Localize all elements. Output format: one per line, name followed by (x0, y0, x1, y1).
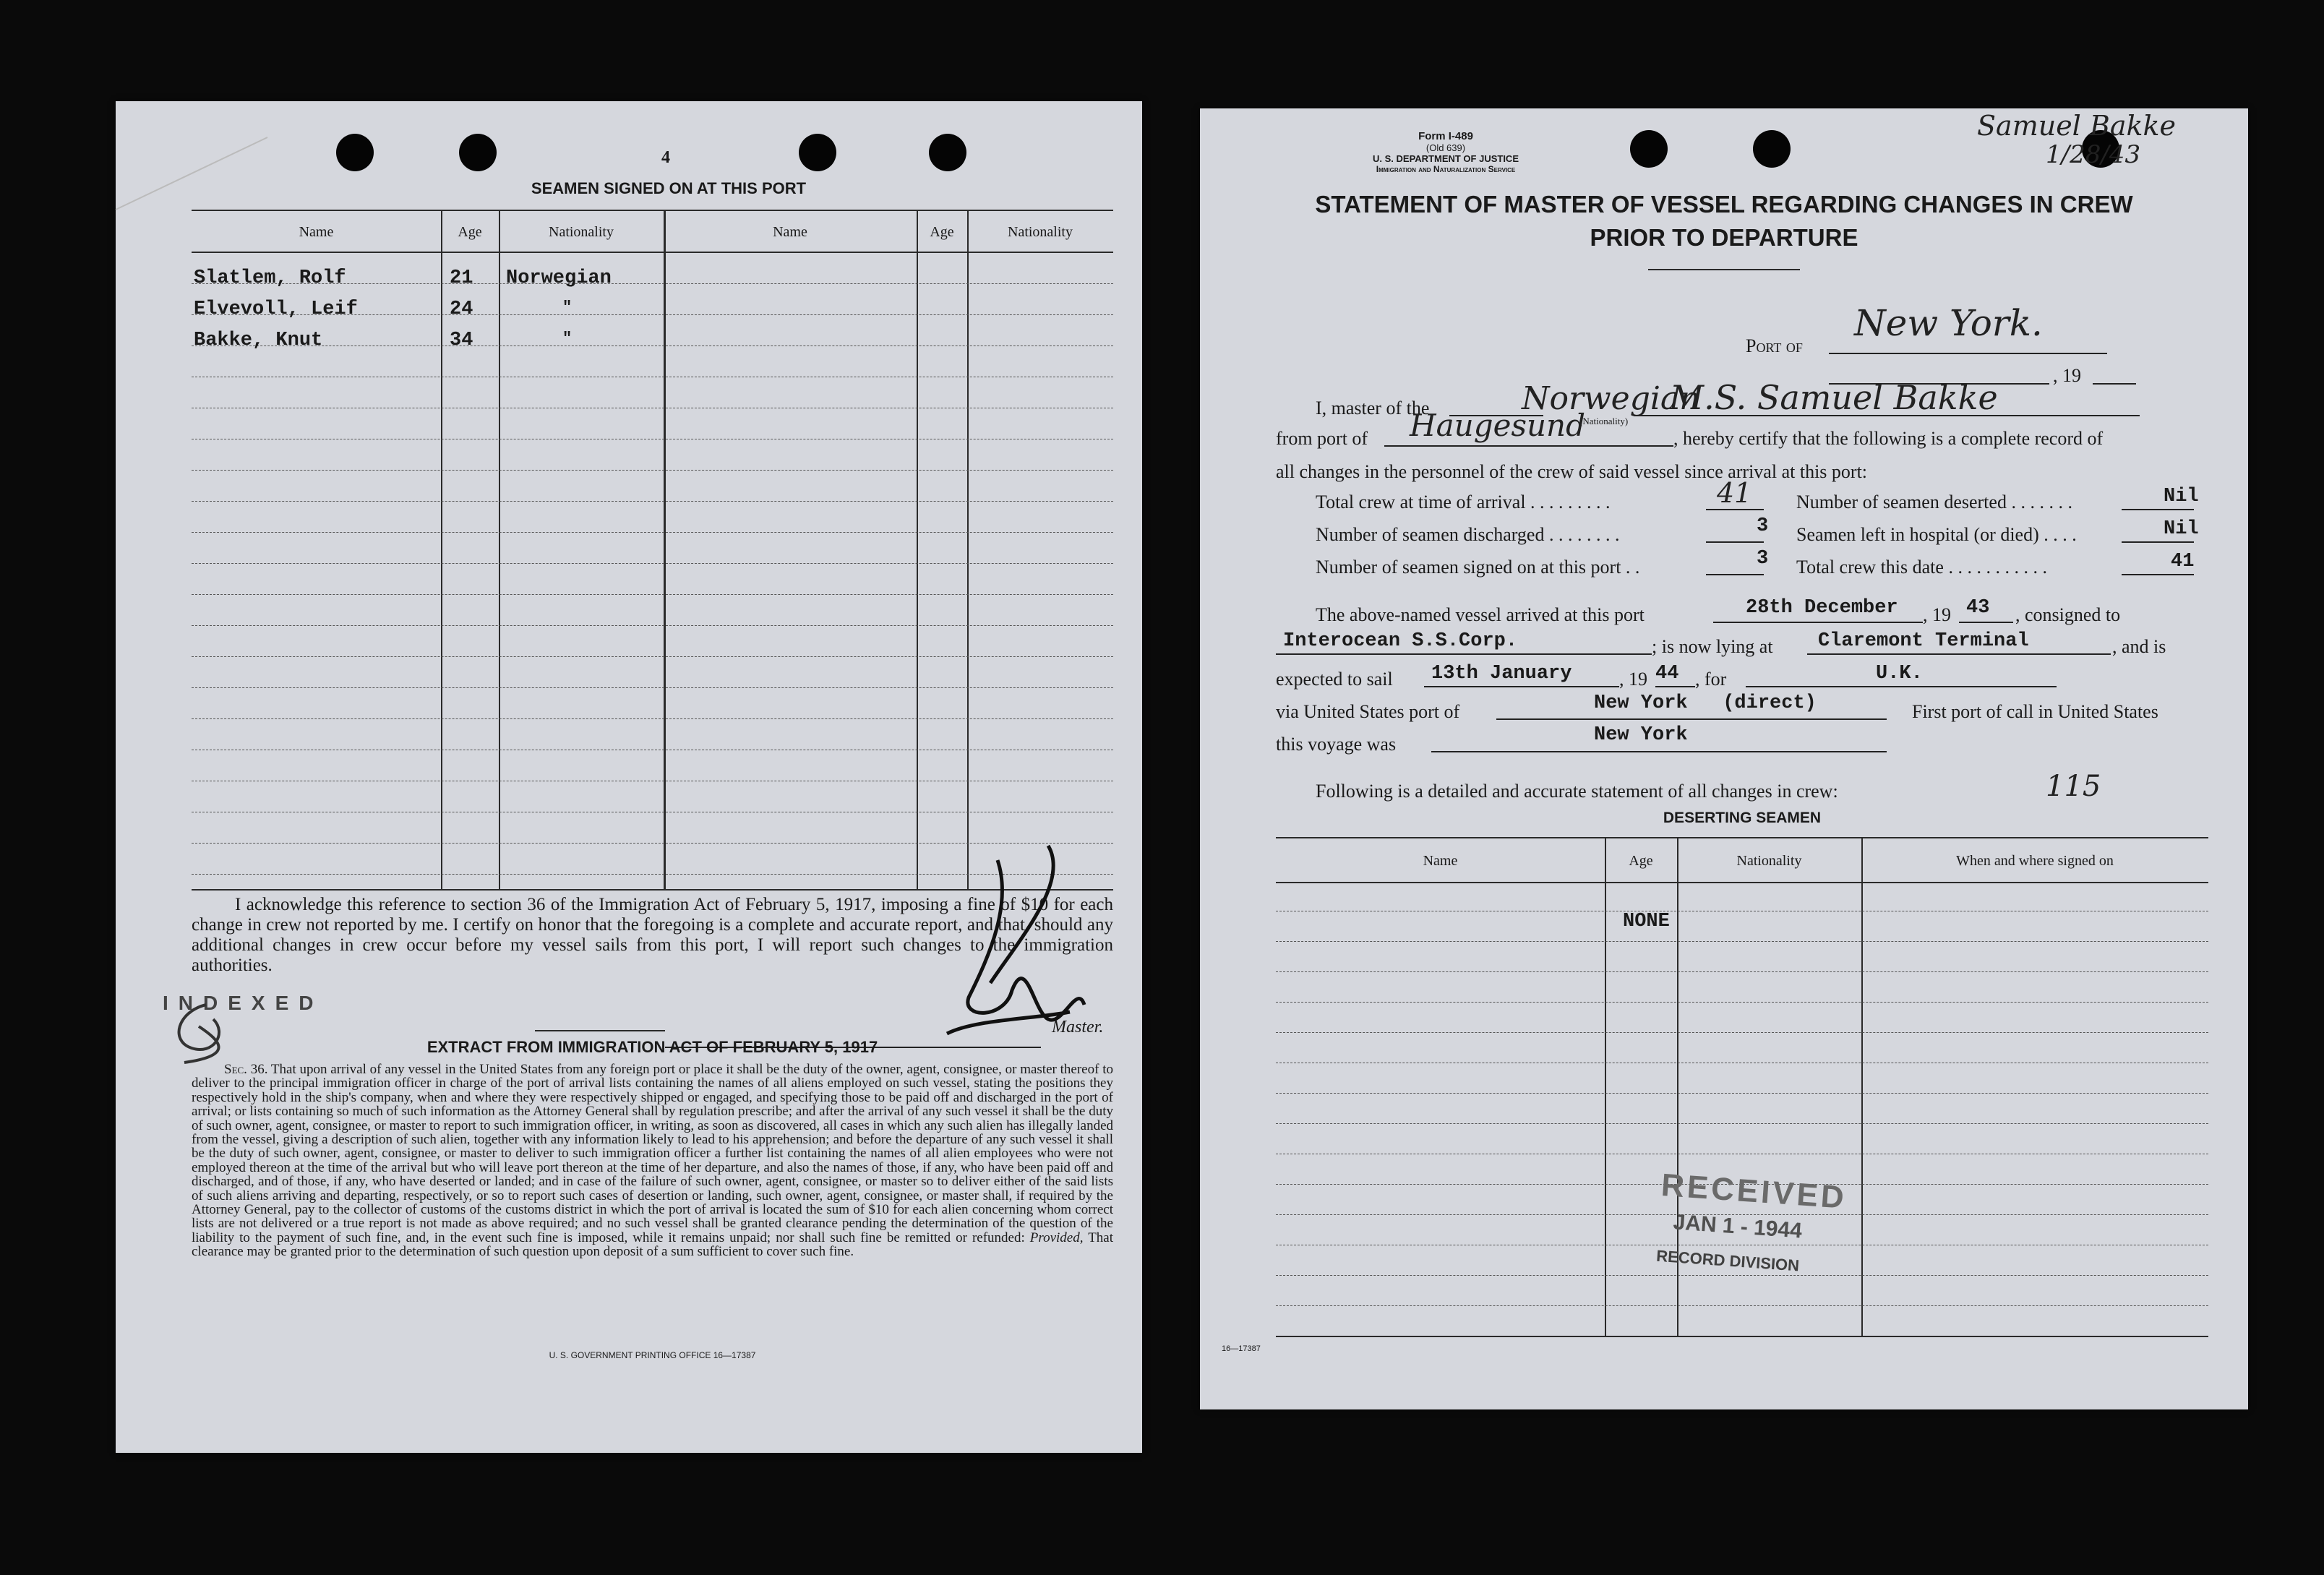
punch-hole (336, 134, 374, 171)
master-label: Master. (1052, 1018, 1104, 1037)
deserting-header-signed-on: When and where signed on (1956, 853, 2114, 869)
header-age: Age (458, 224, 482, 240)
table-rule (1276, 1002, 2208, 1003)
and-is-label: , and is (2112, 636, 2166, 657)
sail-date: 13th January (1431, 663, 1572, 684)
deserting-header-age: Age (1629, 853, 1653, 869)
table-rule (1276, 1275, 2208, 1276)
arrived-year: 43 (1966, 597, 1990, 619)
corner-handwritten-name: Samuel Bakke (1977, 110, 2177, 142)
stat-signed-on-value: 3 (1757, 548, 1769, 570)
header-name: Name (299, 224, 334, 240)
table-rule (192, 470, 1113, 471)
form-header (1279, 130, 1612, 174)
table-rule (1276, 1093, 2208, 1094)
consigned-label: , consigned to (2015, 604, 2121, 625)
received-stamp-division: RECORD DIVISION (1655, 1246, 1800, 1275)
extract-title: EXTRACT FROM IMMIGRATION ACT OF FEBRUARY 5, 1917 (426, 1038, 878, 1056)
table-row-name: Elvevoll, Leif (194, 299, 358, 320)
stat-discharged-label: Number of seamen discharged . . . . . . . . (1316, 524, 1620, 545)
table-rule (192, 656, 1113, 657)
sail-year-prefix: , 19 (1619, 669, 1647, 690)
certify-text: , hereby certify that the following is a complete record of (1673, 428, 2104, 449)
punch-hole (1630, 130, 1668, 168)
arrived-label: The above-named vessel arrived at this port (1316, 604, 1645, 625)
extract-body-1: That upon arrival of any vessel in the United States from any foreign port or place it shall be the duty of the owner, agent, consignee, or master thereof to deliver to the principal immigration officer in charge of the port of arrival lists containing the names of all aliens employed on such vessel, stating the positions they respectively hold in the ship's company, when and where they were respectively shipped or engaged, and specifying those to be paid off and discharged in the port of arrival; or lists containing so much of such information as the Attorney General shall by regulation prescribe; and after the arrival of any such vessel it shall be the duty of such owner, agent, consignee, or master to report to such immigration officer, in writing, as soon as discovered, all cases in which any such alien has illegally landed from the vessel, giving a description of such alien, together with any information likely to lead to his apprehension; and before the departure of any such vessel it shall be the duty of such owner, agent, consignee, or master to deliver to such immigration officer a further list containing the names of all alien employees who were not employed thereon at the time of the arrival but who will leave port thereon at the time of her departure, and also the names of those, if any, who have been paid off and discharged, and of those, if any, who have deserted or landed; and in case of the failure of such owner, agent, consignee, or master so to deliver either of the said lists of such aliens arriving and departing, respectively, or so to report such cases of desertion or landing, such owner, agent, consignee, or master shall, if required by the Attorney General, pay to the collector of customs of the customs district in which the port of arrival is located the sum of $10 for each alien concerning whom correct lists are not delivered or a true report is not made as above required; and no such vessel shall be granted clearance pending the determination of the question of the liability to the payment of such fine, and, in the event such fine is imposed, while it remains unpaid; nor shall such fine be remitted or refunded: (192, 1062, 1113, 1245)
header-age-2: Age (930, 224, 954, 240)
header-nationality-2: Nationality (1008, 224, 1073, 240)
table-rule (192, 687, 1113, 688)
printing-office: U. S. GOVERNMENT PRINTING OFFICE 16—17387 (549, 1350, 756, 1360)
deserting-none: NONE (1623, 911, 1670, 932)
consignee-value: Interocean S.S.Corp. (1283, 630, 1518, 652)
stat-deserted-label: Number of seamen deserted . . . . . . . (1796, 492, 2072, 512)
corner-handwritten-date: 1/28/43 (2046, 140, 2141, 169)
stat-total-crew-arrival-value: 41 (1717, 477, 1752, 509)
table-rule (192, 594, 1113, 595)
received-stamp-text: RECEIVED (1660, 1167, 1848, 1216)
stat-total-crew-arrival-label: Total crew at time of arrival . . . . . . . . . (1316, 492, 1611, 512)
table-row-name: Slatlem, Rolf (194, 267, 346, 289)
stat-hospital-label: Seamen left in hospital (or died) . . . . (1796, 524, 2077, 545)
table-rule (1276, 941, 2208, 942)
arrived-date: 28th December (1746, 597, 1898, 619)
page-title (1243, 188, 2205, 254)
title-line-1: STATEMENT OF MASTER OF VESSEL REGARDING CHANGES IN CREW (1315, 191, 2133, 218)
table-row-name: Bakke, Knut (194, 330, 323, 351)
right-page (1200, 108, 2248, 1409)
form-number: Form I-489 (1418, 130, 1473, 142)
header-nationality: Nationality (549, 224, 614, 240)
from-port-label: from port of (1276, 428, 1368, 449)
form-old: (Old 639) (1425, 142, 1466, 153)
deserting-title: DESERTING SEAMEN (1663, 810, 1822, 826)
expected-label: expected to sail (1276, 669, 1393, 690)
service: Immigration and Naturalization Service (1376, 164, 1516, 174)
table-row-nationality: Norwegian (506, 267, 612, 289)
master-of-label: I, master of the (1316, 398, 1430, 419)
table-rule (1276, 1032, 2208, 1033)
lying-label: ; is now lying at (1652, 636, 1773, 657)
table-rule (192, 563, 1113, 564)
extract-provided: Provided, (1029, 1229, 1084, 1245)
via-value: New York (direct) (1594, 692, 1817, 714)
stat-discharged-value: 3 (1757, 515, 1769, 537)
stat-total-crew-date-value: 41 (2171, 551, 2195, 572)
punch-hole (929, 134, 966, 171)
nationality-caption: (Nationality) (1579, 416, 1629, 426)
page-number: 4 (661, 148, 670, 167)
left-page (116, 101, 1142, 1453)
table-rule (1276, 1305, 2208, 1306)
lying-value: Claremont Terminal (1818, 630, 2029, 652)
port-of-value: New York. (1854, 302, 2043, 344)
punch-hole (799, 134, 836, 171)
first-port-value: New York (1594, 724, 1688, 746)
extract-body-2: That clearance may be granted prior to the determination of such question upon deposit of a sum sufficient to cover such fine. (192, 1229, 1114, 1260)
indexed-stamp: INDEXED (163, 992, 324, 1014)
first-port-label: First port of call in United States (1912, 701, 2158, 722)
header-name-2: Name (773, 224, 807, 240)
table-rule (1276, 971, 2208, 972)
from-port-value: Haugesund (1410, 408, 1585, 443)
section-title: SEAMEN SIGNED ON AT THIS PORT (531, 179, 807, 197)
destination: U.K. (1876, 663, 1923, 684)
stat-deserted-value: Nil (2164, 486, 2199, 507)
via-label: via United States port of (1276, 701, 1460, 722)
changes-text: all changes in the personnel of the crew of said vessel since arrival at this port: (1276, 461, 1868, 482)
indexed-initials (155, 990, 257, 1070)
form-footer: 16—17387 (1222, 1344, 1261, 1353)
extract-sec: Sec. 36. (224, 1062, 268, 1077)
punch-hole (459, 134, 497, 171)
table-row-nationality: " (562, 330, 573, 348)
for-label: , for (1695, 669, 1727, 690)
vessel-value: M.S. Samuel Bakke (1670, 378, 1998, 417)
nationality-value: Norwegian (1522, 380, 1700, 417)
table-rule (192, 625, 1113, 626)
date-suffix: , 19 (2053, 365, 2081, 386)
received-stamp (1656, 1167, 1848, 1279)
acknowledgment-text: I acknowledge this reference to section 36 of the Immigration Act of February 5, 1917, imposing a fine of $10 for each change in crew not reported by me. I certify on honor that the foregoing is a complete and accurate report, and that, should any additional changes in crew occur before my vessel sails from this port, I will report such changes to the immigration authorities. (192, 895, 1113, 975)
table-rule (192, 532, 1113, 533)
port-of-label: Port of (1746, 335, 1803, 356)
table-row-nationality: " (562, 299, 573, 317)
punch-hole (1753, 130, 1791, 168)
title-line-2: PRIOR TO DEPARTURE (1590, 224, 1858, 251)
handwritten-number: 115 (2046, 770, 2101, 803)
sail-year: 44 (1655, 663, 1679, 684)
table-rule (1276, 1123, 2208, 1124)
table-rule (192, 501, 1113, 502)
deserting-header-nationality: Nationality (1736, 853, 1802, 869)
arrived-year-prefix: , 19 (1923, 604, 1951, 625)
department: U. S. DEPARTMENT OF JUSTICE (1373, 153, 1519, 164)
extract-text (192, 1063, 1113, 1259)
received-stamp-date: JAN 1 - 1944 (1672, 1210, 1803, 1243)
stat-hospital-value: Nil (2164, 518, 2199, 540)
stat-signed-on-label: Number of seamen signed on at this port . . (1316, 557, 1640, 578)
table-rule (192, 718, 1113, 719)
following-text: Following is a detailed and accurate statement of all changes in crew: (1316, 781, 1838, 802)
table-row-age: 21 (450, 267, 473, 289)
stat-total-crew-date-label: Total crew this date . . . . . . . . . . . (1796, 557, 2047, 578)
page-edge-mark (108, 130, 275, 217)
table-row-age: 24 (450, 299, 473, 320)
this-voyage-label: this voyage was (1276, 734, 1397, 755)
deserting-header-name: Name (1423, 853, 1458, 869)
table-row-age: 34 (450, 330, 473, 351)
